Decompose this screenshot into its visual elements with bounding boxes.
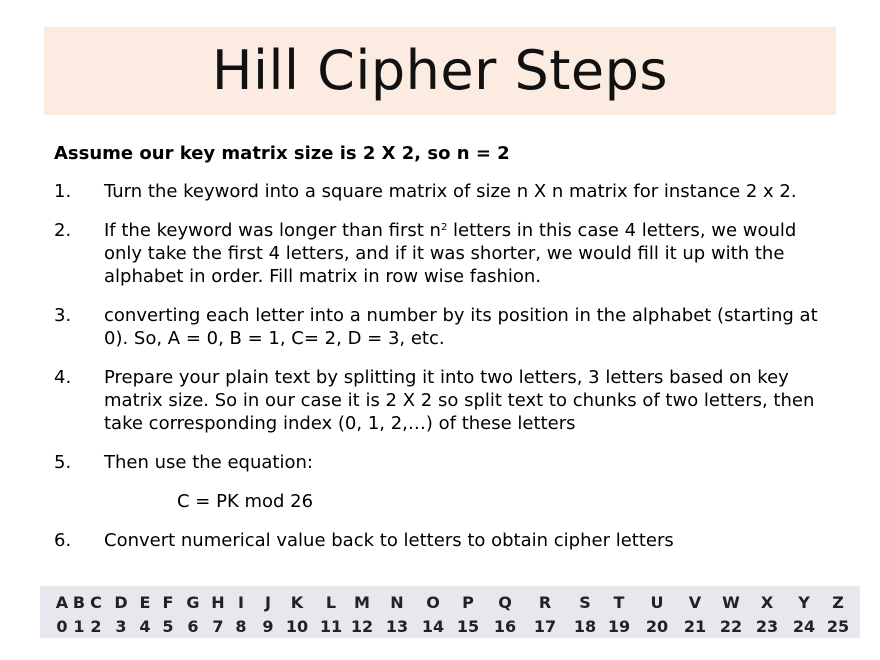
alphabet-letter: W	[722, 593, 740, 612]
alphabet-index: 8	[235, 617, 247, 636]
slide-title: Hill Cipher Steps	[211, 39, 669, 102]
alphabet-index: 15	[456, 617, 480, 636]
alphabet-letter: L	[325, 593, 337, 612]
alphabet-index: 17	[533, 617, 557, 636]
alphabet-letter: H	[211, 593, 225, 612]
step-number: 5.	[54, 452, 72, 473]
alphabet-index: 5	[162, 617, 174, 636]
title-band	[44, 27, 836, 115]
alphabet-letter: I	[238, 593, 244, 612]
step-text-part: letters in this case 4 letters, we would only take the first 4 letters, and if it was shorter, we would fill it up with the alphabet in order. Fill matrix in row wise fashion.	[104, 220, 797, 287]
step-2	[54, 219, 824, 288]
superscript: 2	[440, 222, 448, 233]
alphabet-letter: S	[579, 593, 591, 612]
alphabet-index: 7	[212, 617, 224, 636]
alphabet-index: 3	[115, 617, 127, 636]
alphabet-letter: J	[265, 593, 271, 612]
alphabet-letter: M	[354, 593, 370, 612]
alphabet-letter: N	[390, 593, 404, 612]
alphabet-letter: E	[139, 593, 151, 612]
alphabet-index: 2	[90, 617, 102, 636]
step-1	[54, 180, 824, 203]
alphabet-letter: G	[186, 593, 200, 612]
alphabet-letter: U	[650, 593, 664, 612]
step-number: 3.	[54, 305, 72, 326]
alphabet-letter: Q	[498, 593, 512, 612]
step-number: 1.	[54, 181, 72, 202]
alphabet-index: 4	[139, 617, 151, 636]
alphabet-index: 22	[719, 617, 743, 636]
step-4	[54, 366, 824, 435]
alphabet-index: 14	[421, 617, 445, 636]
alphabet-index: 23	[755, 617, 779, 636]
step-number: 4.	[54, 367, 72, 388]
alphabet-index: 10	[285, 617, 309, 636]
step-text: Turn the keyword into a square matrix of size n X n matrix for instance 2 x 2.	[104, 181, 797, 202]
intro-text: Assume our key matrix size is 2 X 2, so n = 2	[54, 143, 510, 164]
alphabet-index: 12	[350, 617, 374, 636]
alphabet-letter: Y	[798, 593, 810, 612]
alphabet-letter: R	[538, 593, 552, 612]
alphabet-letter: X	[760, 593, 774, 612]
alphabet-letter: B	[72, 593, 86, 612]
alphabet-letter: O	[426, 593, 440, 612]
alphabet-index: 6	[187, 617, 199, 636]
alphabet-index: 19	[607, 617, 631, 636]
alphabet-index: 18	[573, 617, 597, 636]
alphabet-letter: K	[290, 593, 304, 612]
step-5	[54, 451, 824, 474]
step-number: 2.	[54, 220, 72, 241]
alphabet-letter: P	[462, 593, 474, 612]
alphabet-letter: D	[114, 593, 128, 612]
step-3	[54, 304, 824, 350]
step-text: converting each letter into a number by its position in the alphabet (starting at 0). So, A = 0, B = 1, C= 2, D = 3, etc.	[104, 305, 818, 349]
alphabet-table	[40, 586, 860, 638]
steps-list	[54, 180, 824, 568]
alphabet-letter: F	[162, 593, 174, 612]
step-text-part: If the keyword was longer than first n	[104, 220, 441, 241]
step-text: Prepare your plain text by splitting it into two letters, 3 letters based on key matrix size. So in our case it is 2 X 2 so split text to chunks of two letters, then take corresponding index (0, 1, 2,…) of these letters	[104, 367, 815, 434]
alphabet-index: 16	[493, 617, 517, 636]
alphabet-letter: C	[90, 593, 102, 612]
step-text: Then use the equation:	[104, 452, 313, 473]
alphabet-index: 20	[645, 617, 669, 636]
alphabet-index: 24	[792, 617, 816, 636]
alphabet-letter: T	[613, 593, 625, 612]
alphabet-letter: A	[55, 593, 69, 612]
alphabet-index: 0	[56, 617, 68, 636]
alphabet-index: 13	[385, 617, 409, 636]
step-text: Convert numerical value back to letters to obtain cipher letters	[104, 530, 674, 551]
step-number: 6.	[54, 530, 72, 551]
alphabet-letter: V	[688, 593, 702, 612]
alphabet-index: 1	[73, 617, 85, 636]
alphabet-index: 21	[683, 617, 707, 636]
step-6	[54, 529, 824, 552]
alphabet-index: 25	[826, 617, 850, 636]
alphabet-index: 11	[319, 617, 343, 636]
alphabet-index: 9	[262, 617, 274, 636]
step-text	[104, 219, 824, 288]
alphabet-letter: Z	[832, 593, 844, 612]
equation: C = PK mod 26	[177, 491, 314, 512]
